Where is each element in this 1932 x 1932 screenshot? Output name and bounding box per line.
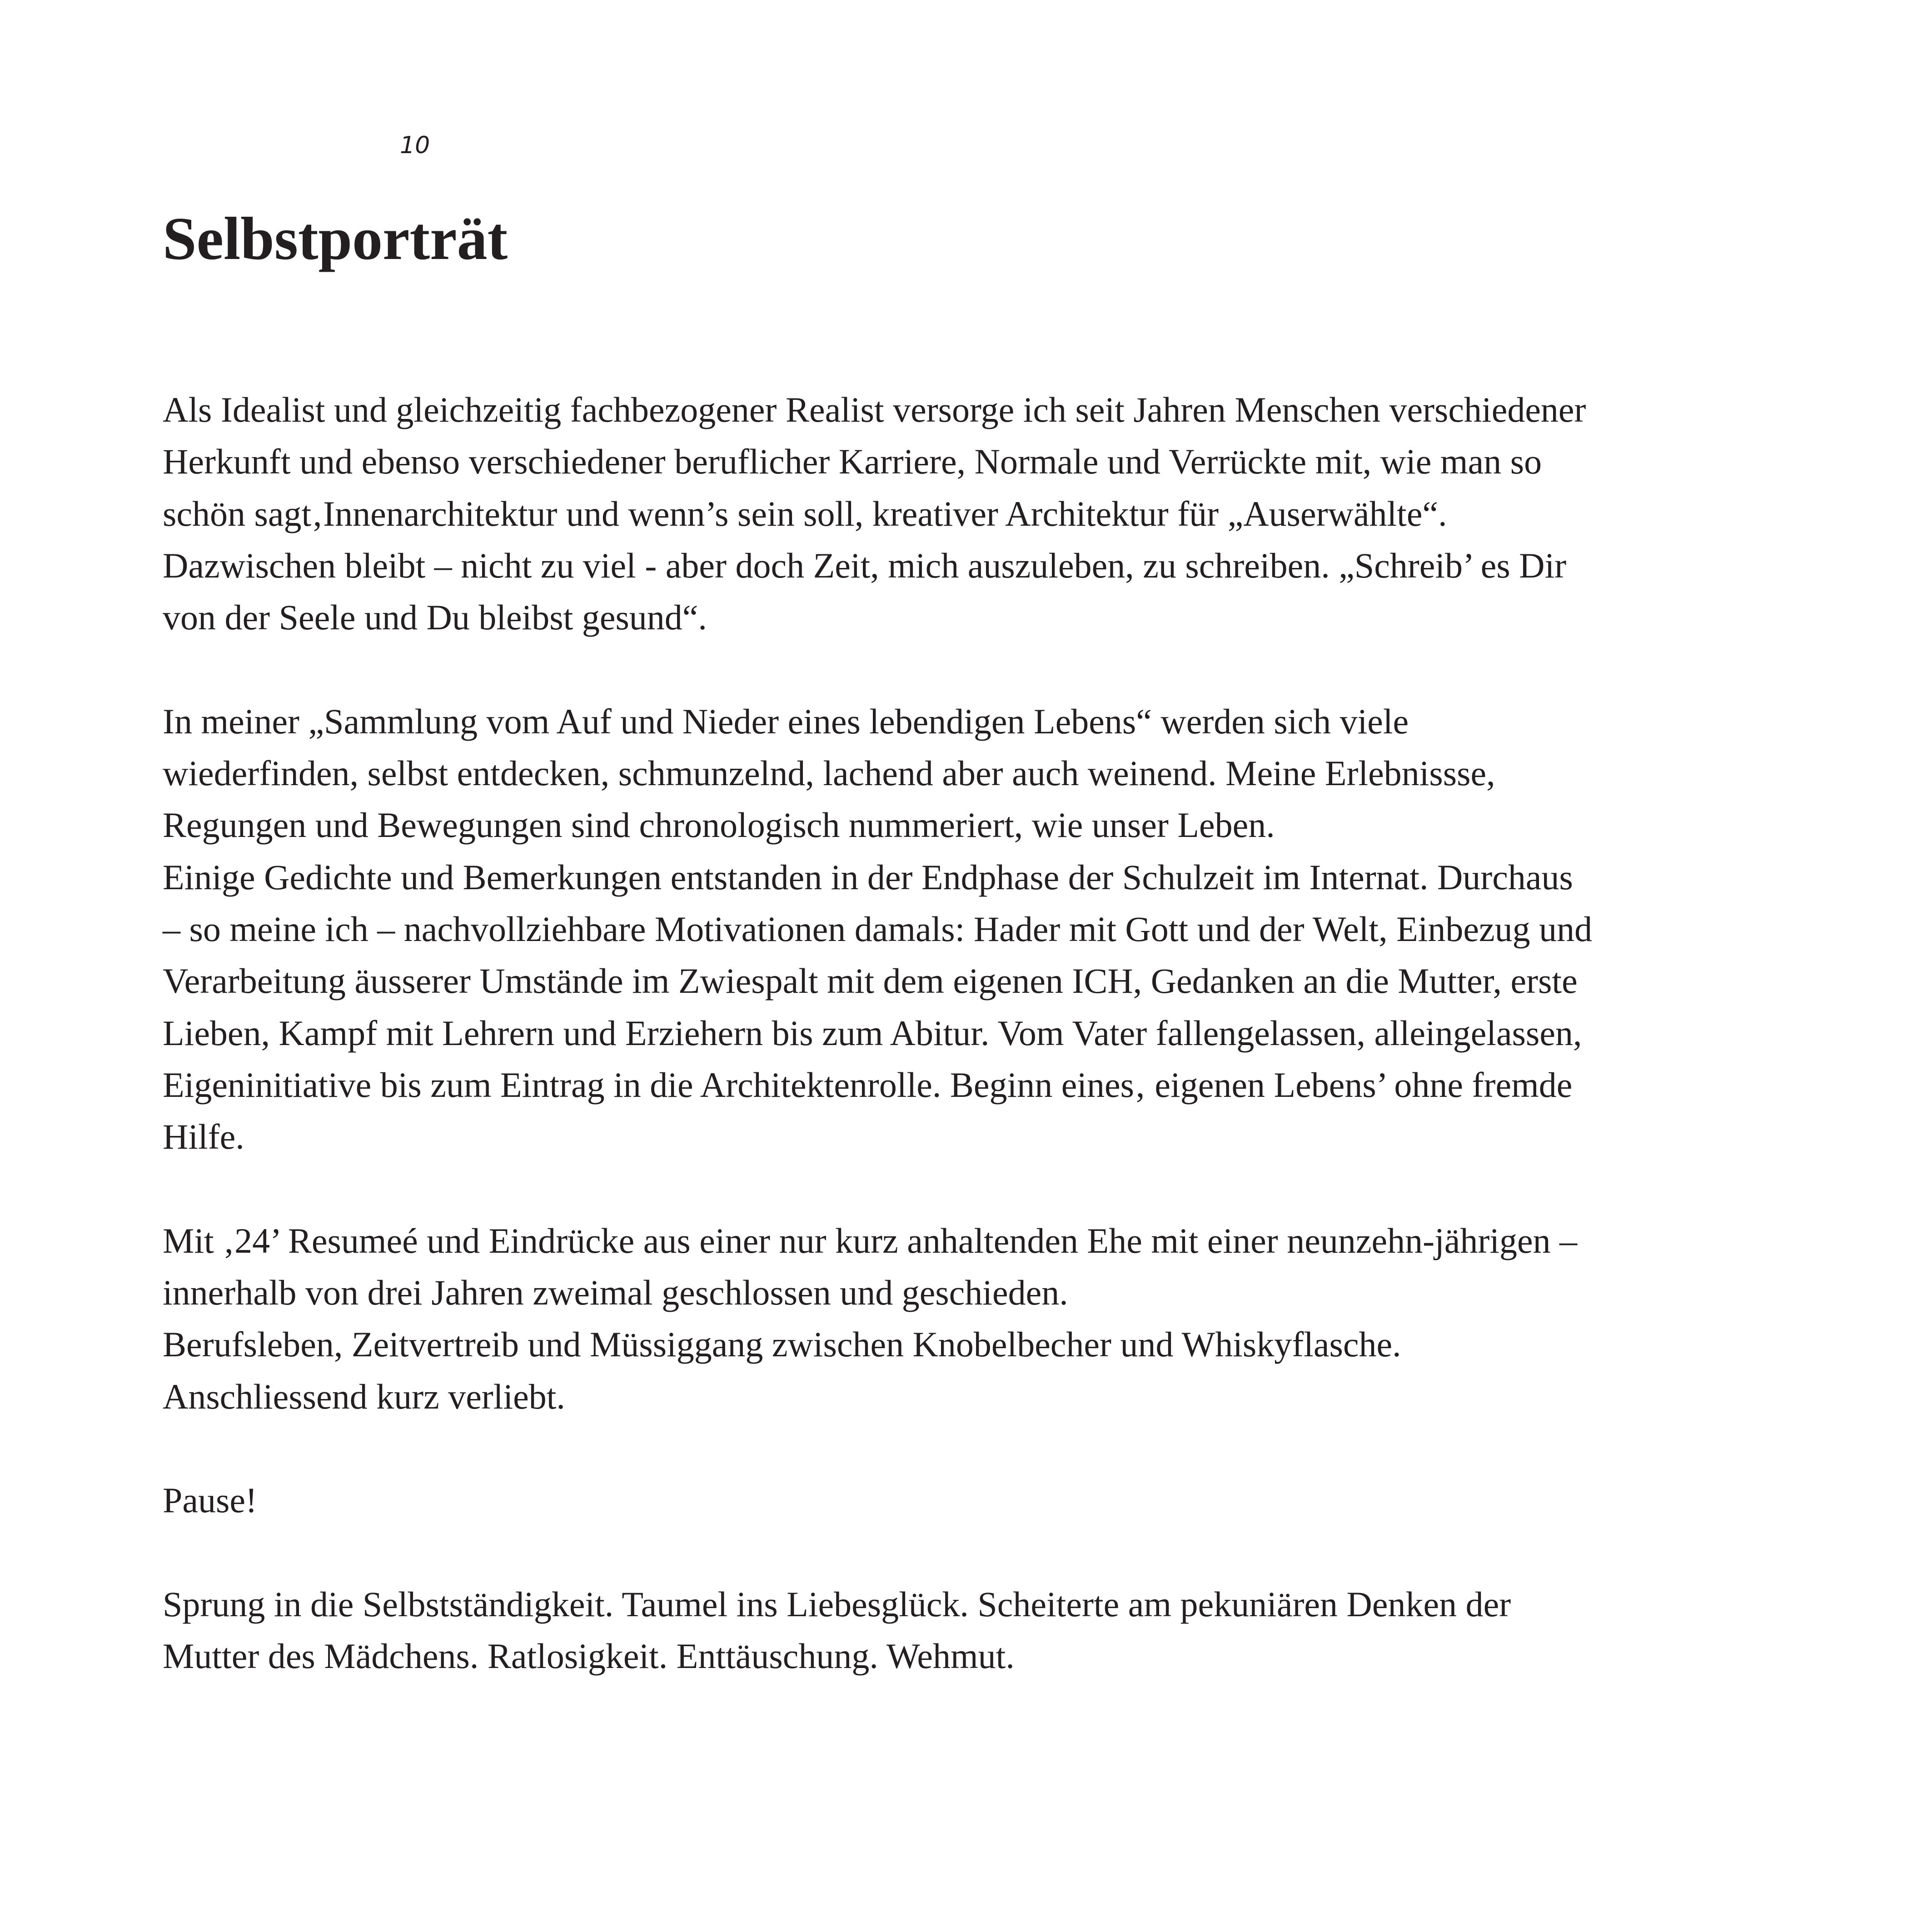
- text-line: Als Idealist und gleichzeitig fachbezogener Realist versorge ich seit Jahren Menschen verschiedener: [163, 390, 1586, 429]
- text-line: Regungen und Bewegungen sind chronologisch nummeriert, wie unser Leben.: [163, 805, 1275, 845]
- paragraph-5: [163, 1578, 1730, 1683]
- paragraph-spacer: [163, 1423, 1730, 1474]
- text-line: In meiner „Sammlung vom Auf und Nieder eines lebendigen Lebens“ werden sich viele: [163, 701, 1409, 741]
- text-line: – so meine ich – nachvollziehbare Motivationen damals: Hader mit Gott und der Welt, Einbezug und: [163, 909, 1593, 949]
- text-line: Herkunft und ebenso verschiedener beruflicher Karriere, Normale und Verrückte mit, wie man so: [163, 442, 1542, 482]
- paragraph-1: [163, 384, 1730, 643]
- paragraph-2: [163, 696, 1730, 1163]
- text-line: Einige Gedichte und Bemerkungen entstanden in der Endphase der Schulzeit im Internat. Durchaus: [163, 857, 1573, 897]
- paragraph-4: [163, 1474, 1730, 1526]
- text-line: schön sagt‚Innenarchitektur und wenn’s sein soll, kreativer Architektur für „Auserwählte“.: [163, 493, 1447, 533]
- text-line: Hilfe.: [163, 1117, 244, 1157]
- paragraph-3: [163, 1215, 1730, 1423]
- text-line: Berufsleben, Zeitvertreib und Müssiggang zwischen Knobelbecher und Whiskyflasche.: [163, 1325, 1401, 1364]
- page-number: 10: [400, 132, 430, 159]
- text-line: Lieben, Kampf mit Lehrern und Erziehern bis zum Abitur. Vom Vater fallengelassen, alleingelassen,: [163, 1013, 1582, 1053]
- page-title: Selbstporträt: [163, 205, 508, 272]
- text-line: Dazwischen bleibt – nicht zu viel - aber doch Zeit, mich auszuleben, zu schreiben. „Schreib’ es Dir: [163, 545, 1567, 585]
- paragraph-spacer: [163, 1163, 1730, 1215]
- text-line: Anschliessend kurz verliebt.: [163, 1376, 565, 1416]
- text-line: Mutter des Mädchens. Ratlosigkeit. Enttäuschung. Wehmut.: [163, 1636, 1015, 1676]
- text-line: wiederfinden, selbst entdecken, schmunzelnd, lachend aber auch weinend. Meine Erlebnissse,: [163, 753, 1495, 793]
- text-line: Verarbeitung äusserer Umstände im Zwiespalt mit dem eigenen ICH, Gedanken an die Mutter, erste: [163, 961, 1578, 1001]
- text-line: Eigeninitiative bis zum Eintrag in die Architektenrolle. Beginn eines‚ eigenen Lebens’ ohne fremde: [163, 1065, 1573, 1105]
- text-line: innerhalb von drei Jahren zweimal geschlossen und geschieden.: [163, 1273, 1068, 1313]
- paragraph-spacer: [163, 1527, 1730, 1578]
- text-line: Sprung in die Selbstständigkeit. Taumel ins Liebesglück. Scheiterte am pekuniären Denken der: [163, 1584, 1511, 1624]
- text-line: Pause!: [163, 1480, 257, 1520]
- text-line: Mit ‚24’ Resumeé und Eindrücke aus einer nur kurz anhaltenden Ehe mit einer neunzehn-jährigen –: [163, 1220, 1578, 1260]
- paragraph-spacer: [163, 643, 1730, 695]
- text-line: von der Seele und Du bleibst gesund“.: [163, 598, 707, 637]
- body-text: [163, 384, 1730, 1682]
